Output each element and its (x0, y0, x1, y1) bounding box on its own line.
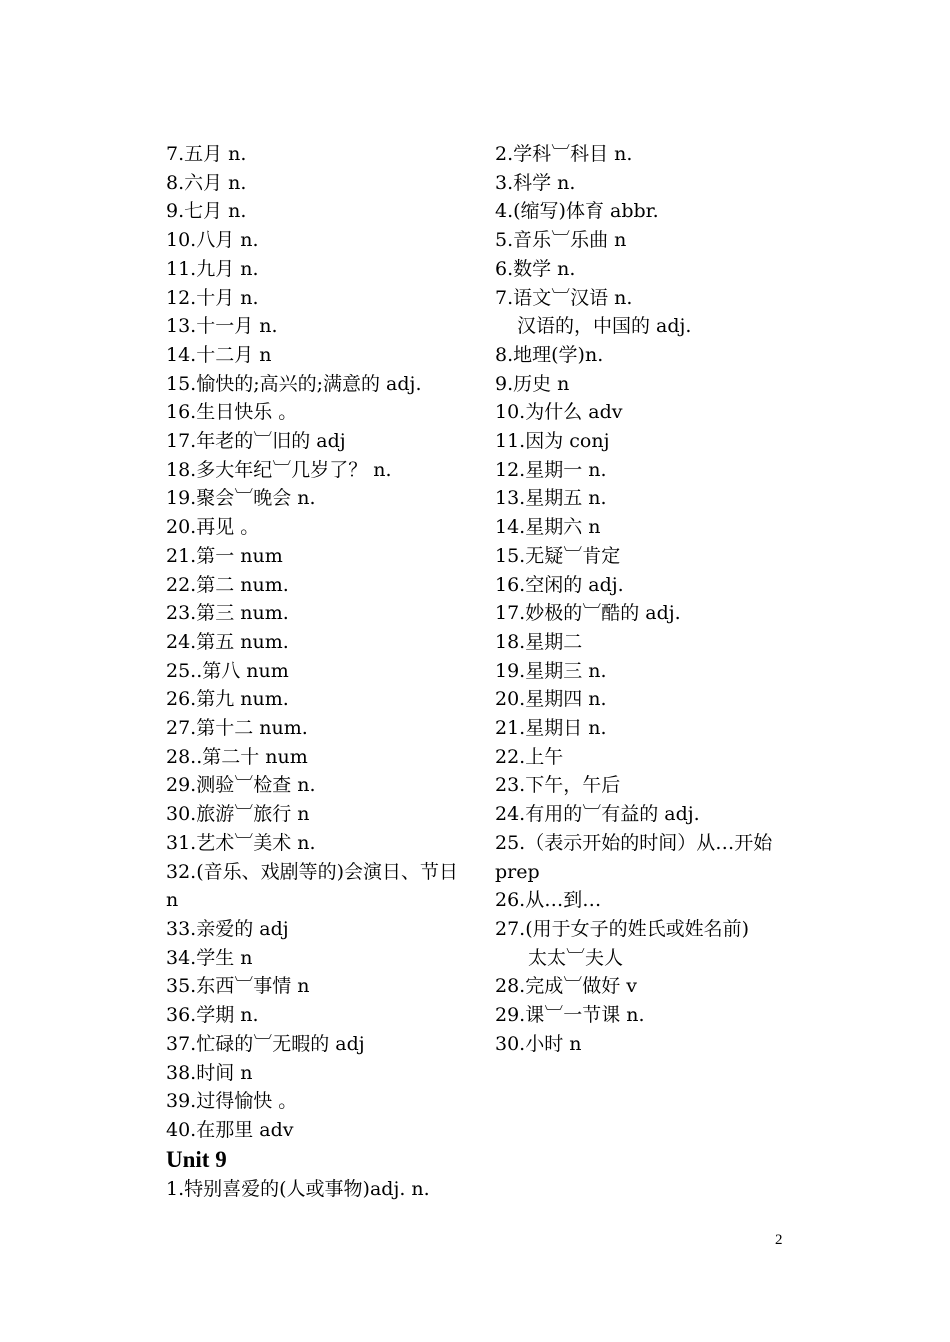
vocab-line: 33.亲爱的 adj (166, 917, 289, 940)
vocab-line: 30.小时 n (495, 1032, 582, 1055)
vocab-line: 13.星期五 n. (495, 487, 607, 510)
page-number: 2 (775, 1232, 783, 1248)
vocab-line: 39.过得愉快 。 (166, 1090, 298, 1113)
vocab-line: 24.有用的︺有益的 adj. (495, 803, 700, 826)
vocab-line: 8.地理(学)n. (495, 343, 604, 366)
vocab-line: 29.测验︺检查 n. (166, 774, 316, 797)
vocab-line: 35.东西︺事情 n (166, 975, 310, 998)
vocab-line: 21.星期日 n. (495, 717, 607, 740)
vocab-line: 17.妙极的︺酷的 adj. (495, 602, 681, 625)
vocab-line: 14.十二月 n (166, 343, 272, 366)
left-column (166, 140, 466, 1203)
vocab-line: 22.第二 num. (166, 573, 289, 596)
vocab-line: 7.五月 n. (166, 143, 247, 165)
vocab-line: 19.星期三 n. (495, 659, 607, 682)
vocab-line: 8.六月 n. (166, 171, 247, 194)
vocab-line: 21.第一 num (166, 544, 283, 567)
vocab-line: 27.(用于女子的姓氏或姓名前) (495, 917, 750, 940)
vocab-line: 10.为什么 adv (495, 401, 623, 424)
vocab-line: 5.音乐︺乐曲 n (495, 229, 627, 252)
vocab-line: 18.星期二 (495, 630, 583, 653)
unit-heading: Unit 9 (166, 1146, 227, 1172)
vocab-line-wrapped: 25.（表示开始的时间）从…开始 prep (495, 831, 773, 883)
vocab-line: 4.(缩写)体育 abbr. (495, 200, 659, 223)
vocab-line-continuation: 太太︺夫人 (528, 946, 624, 969)
vocab-line: 2.学科︺科目 n. (495, 143, 633, 165)
vocab-line: 23.第三 num. (166, 602, 289, 625)
vocab-line: 19.聚会︺晚会 n. (166, 487, 316, 510)
vocab-line: 15.愉快的;高兴的;满意的 adj. (166, 372, 422, 395)
vocab-line: 11.九月 n. (166, 257, 259, 280)
vocab-line: 25..第八 num (166, 659, 289, 682)
vocab-line: 31.艺术︺美术 n. (166, 831, 316, 854)
vocab-line: 38.时间 n (166, 1061, 253, 1084)
vocab-line: 3.科学 n. (495, 171, 576, 194)
vocab-line: 36.学期 n. (166, 1004, 259, 1027)
vocab-line: 29.课︺一节课 n. (495, 1004, 645, 1027)
vocab-line: 10.八月 n. (166, 229, 259, 252)
vocab-line: 18.多大年纪︺几岁了？ n. (166, 458, 392, 481)
vocab-line: 22.上午 (495, 745, 564, 768)
vocab-line: 17.年老的︺旧的 adj (166, 430, 346, 453)
vocab-line-wrapped: 32.(音乐、戏剧等的)会演日、节日 n (166, 860, 459, 912)
vocab-line: 16.生日快乐 。 (166, 401, 298, 424)
vocab-line: 9.七月 n. (166, 200, 247, 223)
right-column (495, 140, 795, 1059)
vocab-line: 11.因为 conj (495, 430, 610, 453)
vocab-line: 15.无疑︺肯定 (495, 544, 621, 567)
vocab-line: 26.第九 num. (166, 688, 289, 711)
vocab-line: 27.第十二 num. (166, 717, 308, 740)
vocab-line-continuation: 汉语的，中国的 adj. (517, 315, 692, 338)
vocab-line: 20.星期四 n. (495, 688, 607, 711)
vocab-line: 26.从…到… (495, 889, 602, 912)
vocab-line: 28..第二十 num (166, 745, 308, 768)
vocab-line: 12.星期一 n. (495, 458, 607, 481)
vocab-line: 34.学生 n (166, 946, 253, 969)
vocab-line: 13.十一月 n. (166, 315, 278, 338)
vocab-line: 12.十月 n. (166, 286, 259, 309)
vocab-line: 37.忙碌的︺无暇的 adj (166, 1032, 365, 1055)
vocab-line: 9.历史 n (495, 372, 570, 395)
vocab-line: 28.完成︺做好 v (495, 975, 637, 998)
vocab-line: 23.下午，午后 (495, 774, 621, 797)
vocab-line: 14.星期六 n (495, 516, 601, 539)
vocab-line: 20.再见 。 (166, 516, 260, 539)
vocab-line: 1.特别喜爱的(人或事物)adj. n. (166, 1177, 430, 1200)
vocab-line: 30.旅游︺旅行 n (166, 803, 310, 826)
vocab-line: 16.空闲的 adj. (495, 573, 624, 596)
vocab-line: 24.第五 num. (166, 630, 289, 653)
vocab-line: 6.数学 n. (495, 257, 576, 280)
vocab-line: 40.在那里 adv (166, 1118, 294, 1141)
vocab-line: 7.语文︺汉语 n. (495, 286, 633, 309)
